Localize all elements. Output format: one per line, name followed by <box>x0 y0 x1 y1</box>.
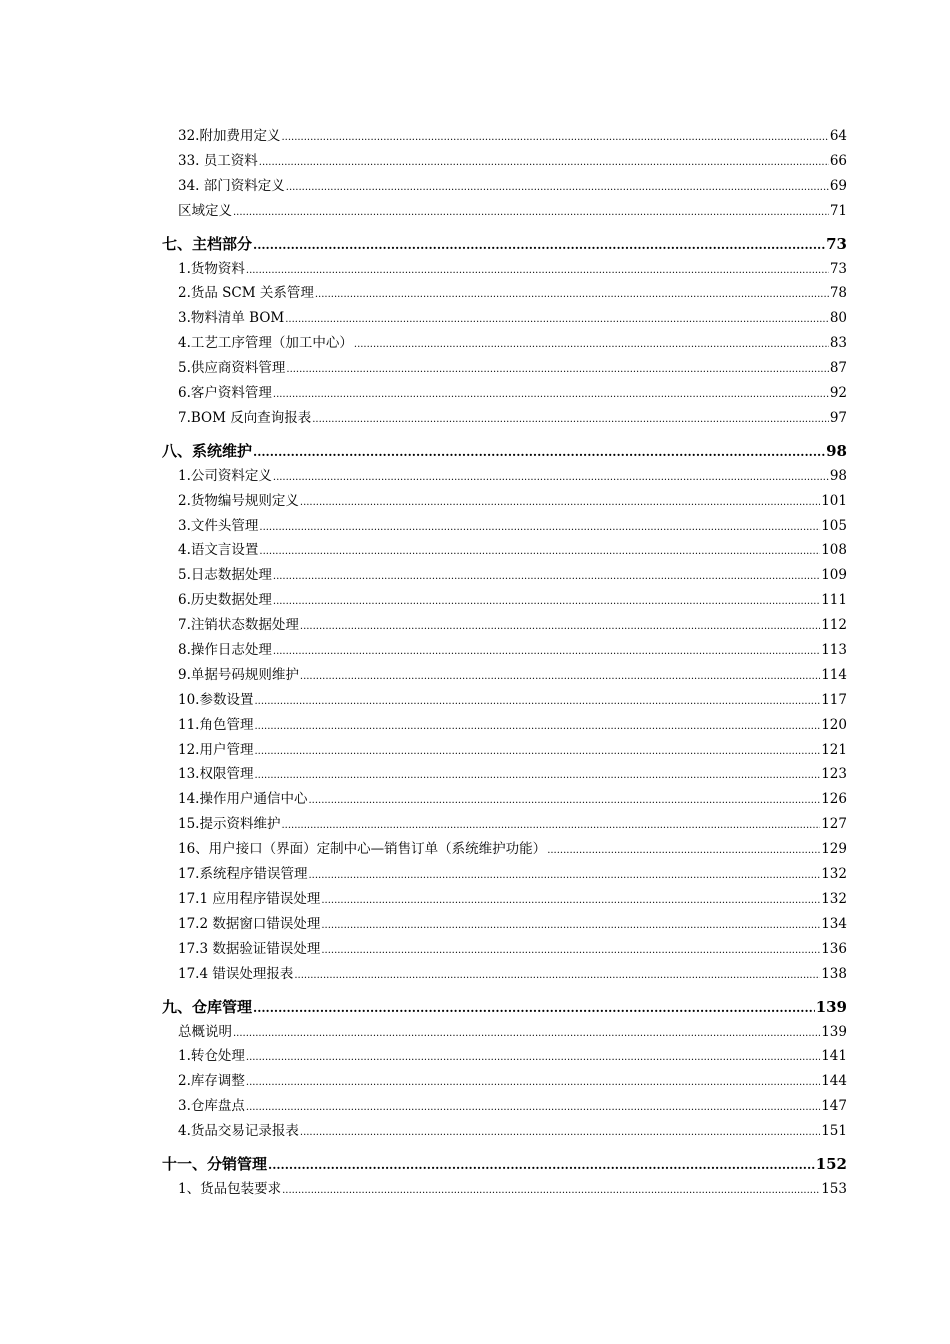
toc-entry-page-number: 111 <box>821 592 847 609</box>
toc-entry-page-number: 73 <box>829 260 847 277</box>
toc-entry-title: 15.提示资料维护 <box>178 816 281 833</box>
toc-entry-title: 12.用户管理 <box>178 741 254 758</box>
toc-entry-page-number: 109 <box>821 567 847 584</box>
toc-entry-page-number: 66 <box>829 152 847 169</box>
toc-leader-dots <box>354 331 829 358</box>
toc-leader-dots <box>321 937 820 964</box>
toc-entry-title: 17.3 数据验证错误处理 <box>178 940 321 957</box>
toc-leader-dots <box>300 663 820 690</box>
toc-entry[interactable] <box>162 613 847 638</box>
toc-entry[interactable] <box>162 937 847 962</box>
toc-entry-page-number: 98 <box>826 441 847 460</box>
toc-entry-page-number: 139 <box>815 997 847 1016</box>
toc-entry-title: 2.库存调整 <box>178 1073 245 1090</box>
toc-entry-title: 11.角色管理 <box>178 716 254 733</box>
toc-entry-title: 17.2 数据窗口错误处理 <box>178 915 321 932</box>
toc-entry-page-number: 78 <box>829 285 847 302</box>
toc-entry-title: 17.4 错误处理报表 <box>178 965 294 982</box>
toc-entry-title: 1、货品包装要求 <box>178 1180 282 1197</box>
toc-entry-title: 区域定义 <box>178 202 232 219</box>
toc-entry-title: 九、仓库管理 <box>162 997 253 1016</box>
toc-leader-dots <box>273 563 820 590</box>
toc-entry-page-number: 144 <box>821 1073 847 1090</box>
toc-entry[interactable] <box>162 787 847 812</box>
toc-entry[interactable] <box>162 1020 847 1045</box>
toc-section-entry[interactable] <box>162 994 847 1020</box>
toc-entry-page-number: 69 <box>829 177 847 194</box>
toc-leader-dots <box>547 837 820 864</box>
toc-entry-title: 七、主档部分 <box>162 234 253 253</box>
toc-entry[interactable] <box>162 257 847 282</box>
toc-entry[interactable] <box>162 1069 847 1094</box>
toc-entry-title: 13.权限管理 <box>178 766 254 783</box>
toc-entry-title: 17.系统程序错误管理 <box>178 866 308 883</box>
toc-leader-dots <box>259 149 829 176</box>
toc-leader-dots <box>254 688 820 715</box>
toc-leader-dots <box>246 1069 820 1096</box>
toc-leader-dots <box>254 762 820 789</box>
toc-entry-title: 32.附加费用定义 <box>178 128 281 144</box>
toc-entry-title: 总概说明 <box>178 1023 232 1040</box>
toc-entry-page-number: 83 <box>829 335 847 352</box>
toc-leader-dots <box>273 381 829 408</box>
toc-entry-page-number: 117 <box>821 691 847 708</box>
toc-entry-title: 9.单据号码规则维护 <box>178 666 299 683</box>
toc-entry-title: 1.转仓处理 <box>178 1048 245 1065</box>
toc-entry[interactable] <box>162 663 847 688</box>
toc-leader-dots <box>268 1151 815 1178</box>
toc-entry[interactable] <box>162 406 847 431</box>
toc-entry-page-number: 105 <box>821 517 847 534</box>
table-of-contents <box>162 124 847 1202</box>
toc-entry-page-number: 126 <box>821 791 847 808</box>
toc-leader-dots <box>253 994 815 1021</box>
toc-entry[interactable] <box>162 281 847 306</box>
toc-entry[interactable] <box>162 1119 847 1144</box>
toc-entry-title: 2.货品 SCM 关系管理 <box>178 285 314 302</box>
toc-entry[interactable] <box>162 563 847 588</box>
toc-entry[interactable] <box>162 306 847 331</box>
toc-entry[interactable] <box>162 713 847 738</box>
toc-leader-dots <box>254 738 820 765</box>
toc-entry[interactable] <box>162 1044 847 1069</box>
toc-leader-dots <box>281 124 828 151</box>
toc-entry[interactable] <box>162 489 847 514</box>
toc-entry-page-number: 108 <box>821 542 847 559</box>
toc-entry-page-number: 123 <box>821 766 847 783</box>
toc-entry-page-number: 87 <box>829 360 847 377</box>
toc-leader-dots <box>253 231 825 258</box>
toc-entry-title: 3.物料清单 BOM <box>178 310 285 327</box>
toc-leader-dots <box>286 174 829 201</box>
toc-leader-dots <box>273 588 820 615</box>
toc-entry-title: 10.参数设置 <box>178 691 254 708</box>
toc-entry-page-number: 132 <box>821 866 847 883</box>
toc-entry-title: 8.操作日志处理 <box>178 642 272 659</box>
toc-entry-title: 3.仓库盘点 <box>178 1098 245 1115</box>
toc-entry-title: 4.工艺工序管理（加工中心） <box>178 335 353 352</box>
toc-entry[interactable] <box>162 356 847 381</box>
toc-leader-dots <box>253 438 825 465</box>
toc-entry[interactable] <box>162 174 847 199</box>
toc-entry-title: 4.货品交易记录报表 <box>178 1123 299 1140</box>
toc-entry-page-number: 127 <box>821 816 847 833</box>
toc-leader-dots <box>273 464 829 491</box>
toc-entry-page-number: 147 <box>821 1098 847 1115</box>
toc-entry[interactable] <box>162 762 847 787</box>
toc-entry[interactable] <box>162 638 847 663</box>
toc-entry-title: 3.文件头管理 <box>178 517 259 534</box>
toc-entry[interactable] <box>162 912 847 937</box>
toc-entry[interactable] <box>162 1177 847 1202</box>
toc-entry-page-number: 113 <box>821 642 847 659</box>
toc-entry-page-number: 151 <box>821 1123 847 1140</box>
toc-entry[interactable] <box>162 688 847 713</box>
toc-entry[interactable] <box>162 588 847 613</box>
toc-entry[interactable] <box>162 514 847 539</box>
toc-entry[interactable] <box>162 381 847 406</box>
toc-entry-page-number: 71 <box>829 202 847 219</box>
toc-entry-page-number: 92 <box>829 385 847 402</box>
toc-leader-dots <box>246 1094 820 1121</box>
toc-entry-page-number: 136 <box>821 940 847 957</box>
toc-entry-page-number: 73 <box>826 234 847 253</box>
toc-leader-dots <box>308 862 820 889</box>
toc-leader-dots <box>233 199 829 226</box>
toc-entry-page-number: 114 <box>821 666 847 683</box>
toc-entry-title: 4.语文言设置 <box>178 542 259 559</box>
toc-entry[interactable] <box>162 1094 847 1119</box>
toc-leader-dots <box>273 638 820 665</box>
toc-entry-title: 十一、分销管理 <box>162 1154 268 1173</box>
toc-section-entry[interactable] <box>162 1151 847 1177</box>
toc-leader-dots <box>286 356 828 383</box>
toc-entry[interactable] <box>162 149 847 174</box>
toc-leader-dots <box>246 1044 820 1071</box>
toc-entry-title: 7.注销状态数据处理 <box>178 617 299 634</box>
toc-entry-page-number: 138 <box>821 965 847 982</box>
toc-entry-title: 34. 部门资料定义 <box>178 177 285 194</box>
toc-entry-page-number: 112 <box>821 617 847 634</box>
toc-entry-page-number: 97 <box>829 409 847 426</box>
toc-leader-dots <box>246 257 829 284</box>
toc-entry[interactable] <box>162 862 847 887</box>
toc-entry-page-number: 80 <box>829 310 847 327</box>
toc-entry[interactable] <box>162 887 847 912</box>
toc-leader-dots <box>282 1177 820 1204</box>
toc-entry[interactable] <box>162 464 847 489</box>
toc-entry-title: 1.货物资料 <box>178 260 245 277</box>
toc-entry-title: 17.1 应用程序错误处理 <box>178 890 321 907</box>
toc-entry-page-number: 134 <box>821 915 847 932</box>
toc-entry-page-number: 64 <box>829 128 847 144</box>
toc-entry-title: 5.供应商资料管理 <box>178 360 286 377</box>
toc-leader-dots <box>312 406 829 433</box>
toc-entry-title: 6.历史数据处理 <box>178 592 272 609</box>
toc-entry-title: 33. 员工资料 <box>178 152 258 169</box>
toc-leader-dots <box>254 713 820 740</box>
toc-section-entry[interactable] <box>162 438 847 464</box>
toc-leader-dots <box>300 1119 820 1146</box>
toc-entry[interactable] <box>162 538 847 563</box>
toc-entry-page-number: 153 <box>821 1180 847 1197</box>
toc-leader-dots <box>281 812 820 839</box>
toc-leader-dots <box>315 281 829 308</box>
toc-entry-title: 16、用户接口（界面）定制中心—销售订单（系统维护功能） <box>178 841 547 858</box>
toc-entry-title: 14.操作用户通信中心 <box>178 791 308 808</box>
toc-leader-dots <box>294 962 820 989</box>
toc-entry[interactable] <box>162 331 847 356</box>
toc-section-entry[interactable] <box>162 231 847 257</box>
toc-leader-dots <box>233 1020 820 1047</box>
toc-leader-dots <box>259 538 820 565</box>
toc-leader-dots <box>300 489 820 516</box>
toc-entry[interactable] <box>162 738 847 763</box>
toc-entry-title: 1.公司资料定义 <box>178 467 272 484</box>
toc-entry-page-number: 98 <box>829 467 847 484</box>
toc-leader-dots <box>308 787 820 814</box>
toc-entry-title: 5.日志数据处理 <box>178 567 272 584</box>
toc-entry-page-number: 139 <box>821 1023 847 1040</box>
toc-entry-page-number: 101 <box>821 492 847 509</box>
toc-entry[interactable] <box>162 199 847 224</box>
toc-entry-page-number: 141 <box>821 1048 847 1065</box>
toc-entry-page-number: 129 <box>821 841 847 858</box>
toc-leader-dots <box>259 514 820 541</box>
toc-entry-title: 八、系统维护 <box>162 441 253 460</box>
toc-entry-page-number: 132 <box>821 890 847 907</box>
toc-entry-page-number: 152 <box>815 1154 847 1173</box>
toc-leader-dots <box>285 306 829 333</box>
toc-leader-dots <box>300 613 820 640</box>
toc-entry-title: 7.BOM 反向查询报表 <box>178 409 312 426</box>
toc-leader-dots <box>321 887 820 914</box>
toc-entry[interactable] <box>162 124 847 149</box>
toc-entry-title: 2.货物编号规则定义 <box>178 492 299 509</box>
toc-entry[interactable] <box>162 812 847 837</box>
toc-entry-page-number: 120 <box>821 716 847 733</box>
toc-leader-dots <box>321 912 820 939</box>
toc-entry-title: 6.客户资料管理 <box>178 385 272 402</box>
toc-entry-page-number: 121 <box>821 741 847 758</box>
toc-entry[interactable] <box>162 962 847 987</box>
toc-entry[interactable] <box>162 837 847 862</box>
